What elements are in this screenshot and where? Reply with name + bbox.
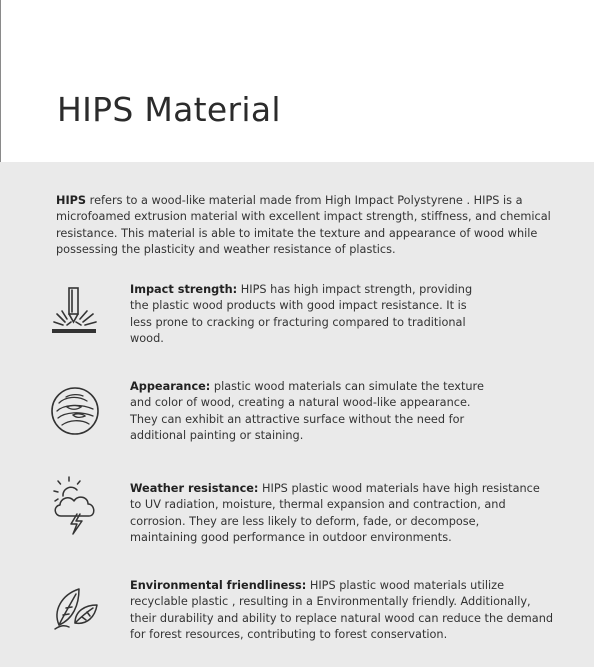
feature-text (130, 282, 490, 347)
feature-heading: Impact strength: (130, 283, 238, 296)
feature-heading: Appearance: (130, 380, 211, 393)
intro-lead: HIPS (56, 194, 87, 207)
feature-body: HIPS has high impact strength, providing the plastic wood products with good impact resistance. It is less prone to cracking or fracturing compared to traditional wood. (130, 283, 473, 345)
feature-text (130, 379, 495, 444)
feature-heading: Environmental friendliness: (130, 579, 307, 592)
impact-icon (49, 284, 101, 340)
feature-heading: Weather resistance: (130, 482, 259, 495)
feature-text (130, 481, 550, 546)
intro-body: refers to a wood-like material made from High Impact Polystyrene . HIPS is a microfoamed extrusion material with excellent impact strength, stiffness, and chemical resistance. This material is able to imitate the texture and appearance of wood while possessing the plasticity and weather resistance of plastics. (56, 194, 551, 256)
wood-grain-icon (49, 385, 101, 441)
page-title: HIPS Material (57, 90, 281, 129)
feature-body: HIPS plastic wood materials have high resistance to UV radiation, moisture, thermal expansion and contraction, and corrosion. They are less likely to deform, fade, or decompose, maintaining good performance in outdoor environments. (130, 482, 540, 544)
leaves-icon (49, 581, 101, 637)
header (0, 0, 594, 162)
feature-body: HIPS plastic wood materials utilize recyclable plastic , resulting in a Environmentally friendly. Additionally, their durability and ability to replace natural wood can reduce the demand for forest resources, contributing to forest conservation. (130, 579, 554, 641)
weather-icon (49, 474, 101, 530)
intro-paragraph (56, 193, 566, 258)
feature-body: plastic wood materials can simulate the texture and color of wood, creating a natural wood-like appearance. They can exhibit an attractive surface without the need for additional painting or staining. (130, 380, 484, 442)
frame-border (0, 0, 1, 162)
feature-text (130, 578, 555, 643)
